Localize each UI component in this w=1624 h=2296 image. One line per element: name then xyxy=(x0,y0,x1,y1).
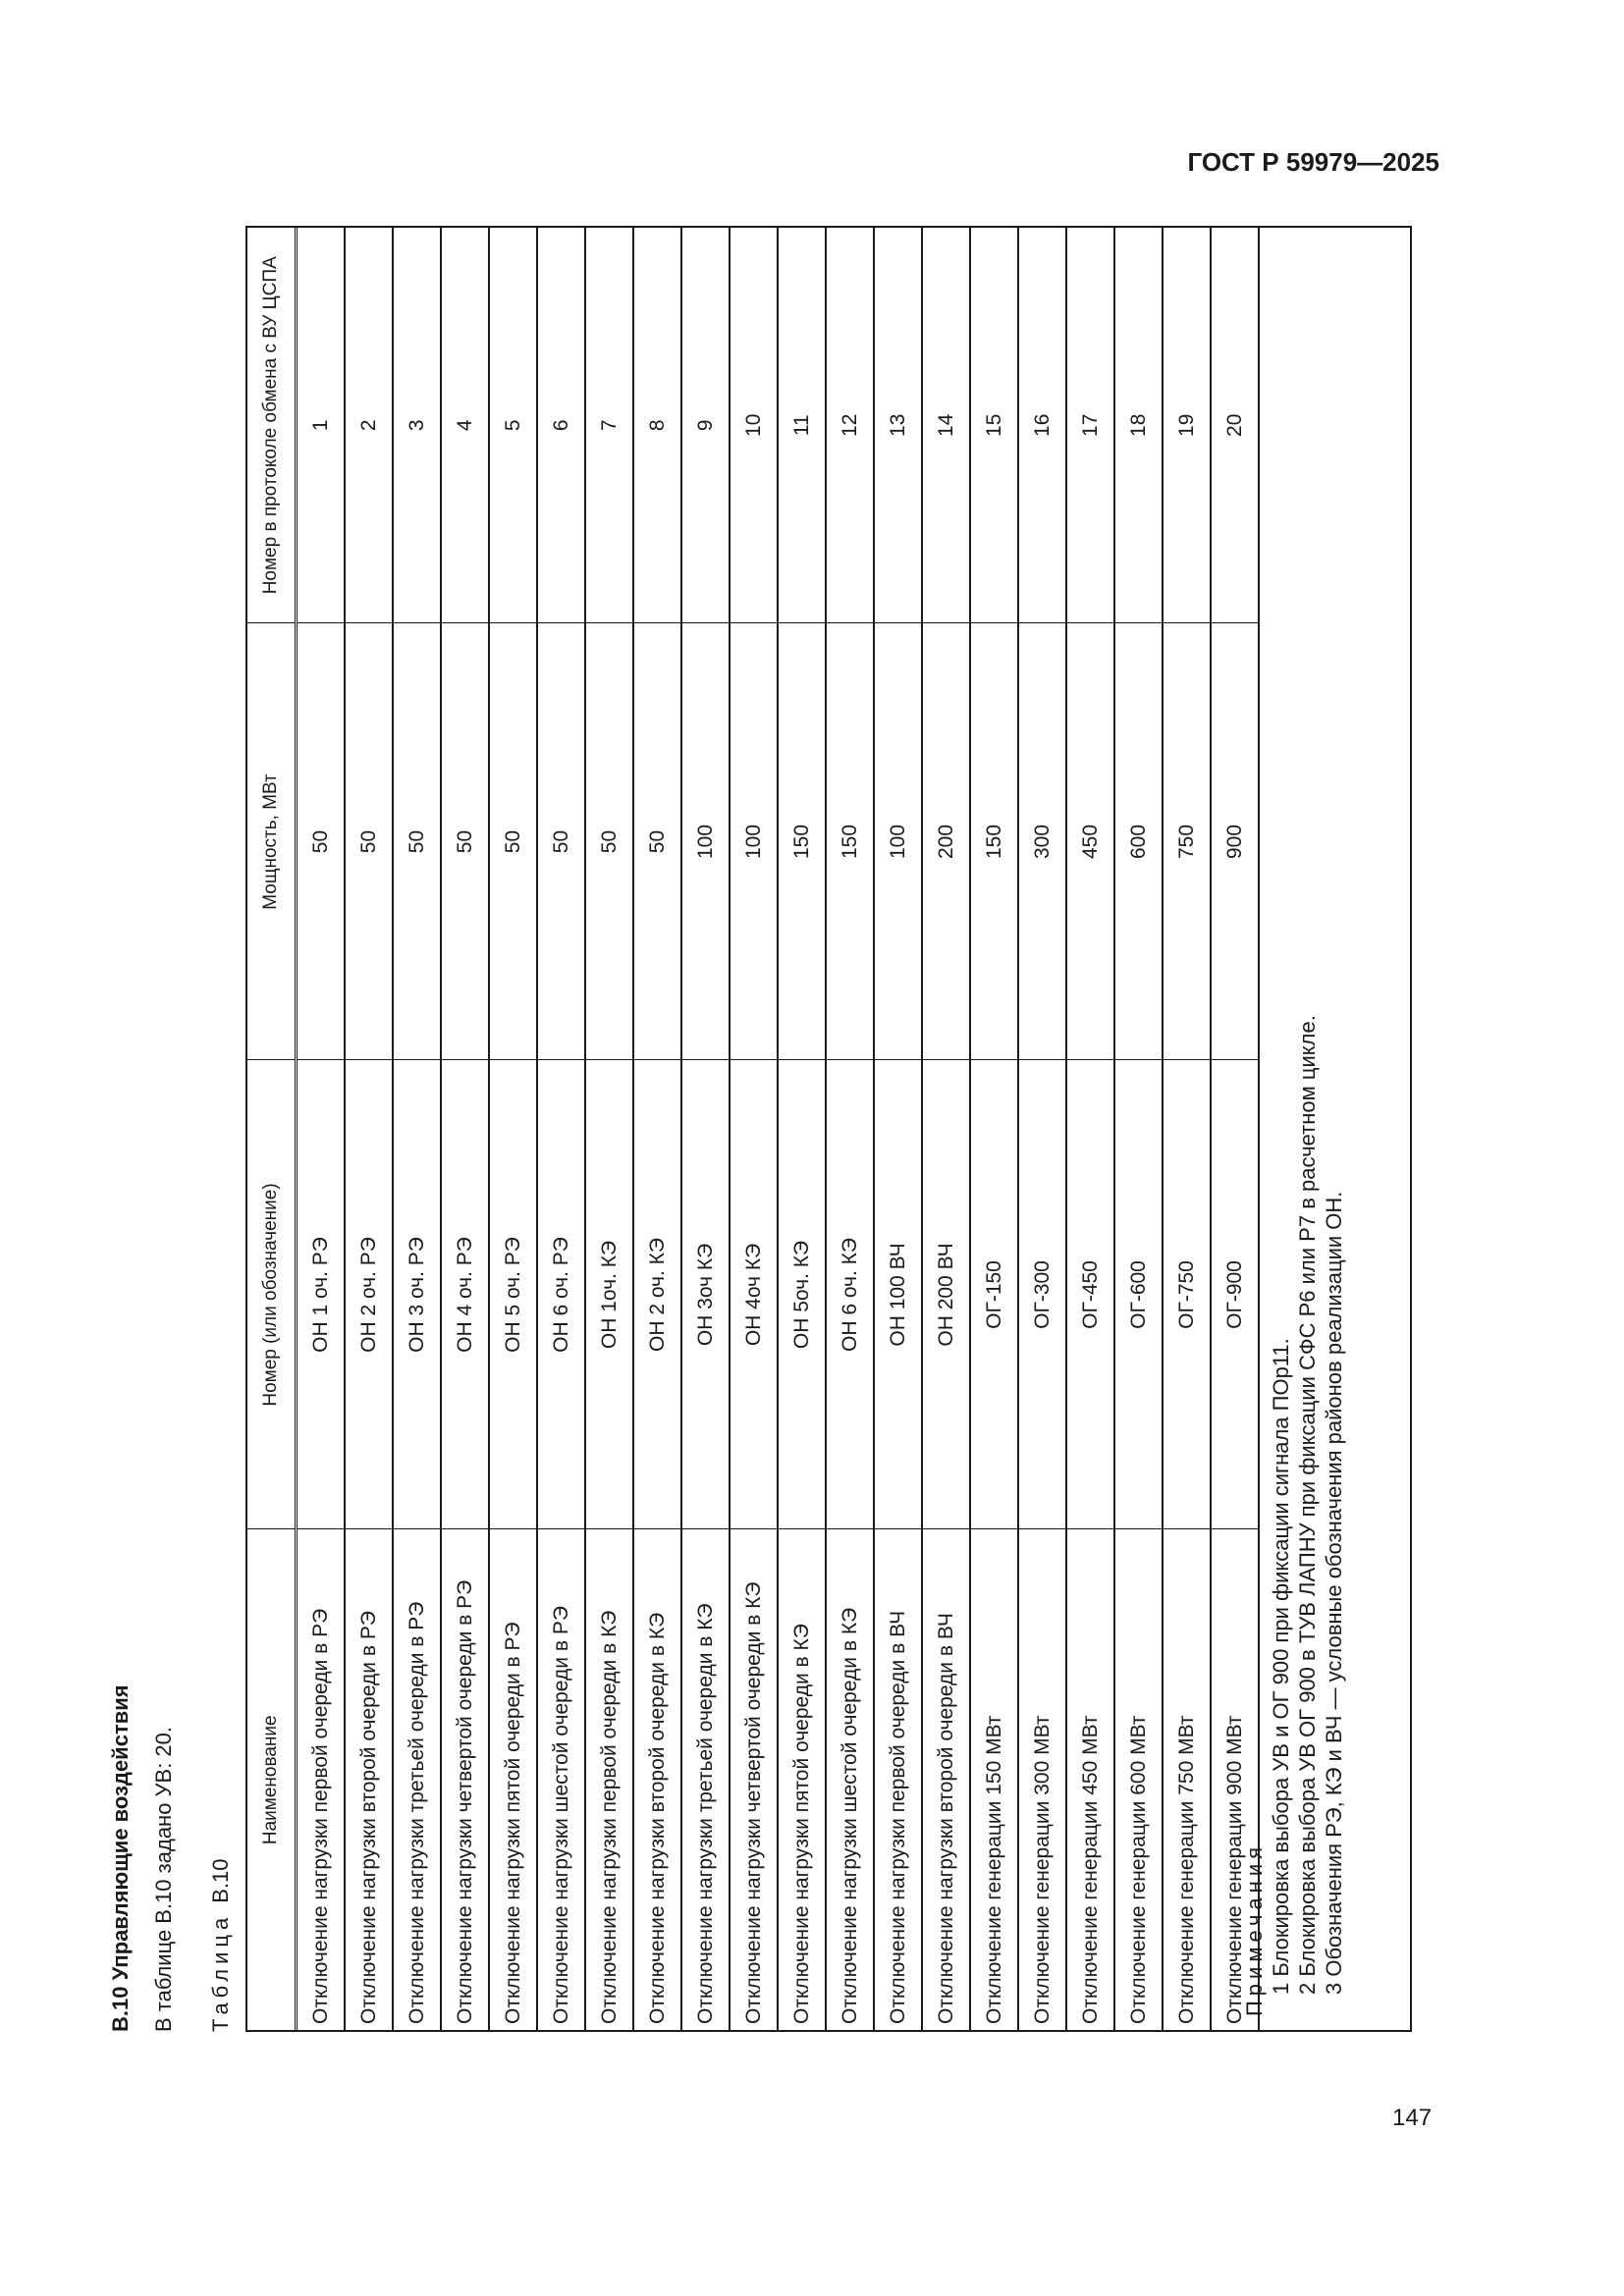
cell-name: Отключение нагрузки пятой очереди в РЭ xyxy=(489,1529,537,2030)
cell-designation: ОН 5 оч. РЭ xyxy=(489,1060,537,1529)
table-row xyxy=(778,228,826,2030)
table-frame xyxy=(245,226,1412,2032)
cell-protocol-number: 14 xyxy=(922,228,970,623)
cell-name: Отключение нагрузки третьей очереди в КЭ xyxy=(681,1529,730,2030)
cell-name: Отключение нагрузки четвертой очереди в РЭ xyxy=(441,1529,489,2030)
table-row xyxy=(441,228,489,2030)
cell-power: 150 xyxy=(826,623,874,1060)
cell-name: Отключение генерации 450 МВт xyxy=(1066,1529,1114,2030)
cell-protocol-number: 20 xyxy=(1211,228,1259,623)
cell-power: 50 xyxy=(297,623,346,1060)
cell-protocol-number: 5 xyxy=(489,228,537,623)
cell-name: Отключение нагрузки шестой очереди в РЭ xyxy=(537,1529,585,2030)
cell-protocol-number: 8 xyxy=(633,228,681,623)
cell-name: Отключение генерации 600 МВт xyxy=(1114,1529,1163,2030)
cell-name: Отключение нагрузки пятой очереди в КЭ xyxy=(778,1529,826,2030)
cell-protocol-number: 6 xyxy=(537,228,585,623)
cell-name: Отключение нагрузки второй очереди в ВЧ xyxy=(922,1529,970,2030)
column-header-protocol-number: Номер в протоколе обмена с ВУ ЦСПА xyxy=(247,228,297,623)
cell-power: 100 xyxy=(681,623,730,1060)
cell-protocol-number: 19 xyxy=(1163,228,1211,623)
cell-power: 300 xyxy=(1018,623,1066,1060)
cell-designation: ОН 3 оч. РЭ xyxy=(393,1060,441,1529)
cell-designation: ОН 1оч. КЭ xyxy=(585,1060,633,1529)
cell-protocol-number: 16 xyxy=(1018,228,1066,623)
cell-name: Отключение нагрузки третьей очереди в РЭ xyxy=(393,1529,441,2030)
cell-protocol-number: 1 xyxy=(297,228,346,623)
cell-power: 50 xyxy=(537,623,585,1060)
cell-designation: ОГ-900 xyxy=(1211,1060,1259,1529)
cell-designation: ОГ-150 xyxy=(970,1060,1018,1529)
table-row xyxy=(1018,228,1066,2030)
cell-name: Отключение нагрузки шестой очереди в КЭ xyxy=(826,1529,874,2030)
cell-name: Отключение нагрузки второй очереди в КЭ xyxy=(633,1529,681,2030)
column-header-power: Мощность, МВт xyxy=(247,623,297,1060)
table-notes xyxy=(1241,1015,1347,2016)
table-row xyxy=(1163,228,1211,2030)
table-row xyxy=(633,228,681,2030)
cell-designation: ОН 5оч. КЭ xyxy=(778,1060,826,1529)
cell-designation: ОН 3оч КЭ xyxy=(681,1060,730,1529)
cell-designation: ОН 4оч КЭ xyxy=(730,1060,778,1529)
cell-power: 100 xyxy=(874,623,922,1060)
section-intro: В таблице В.10 задано УВ: 20. xyxy=(151,1726,176,2032)
table-row xyxy=(489,228,537,2030)
table-row xyxy=(874,228,922,2030)
cell-designation: ОН 6 оч. КЭ xyxy=(826,1060,874,1529)
cell-power: 200 xyxy=(922,623,970,1060)
cell-name: Отключение нагрузки первой очереди в РЭ xyxy=(297,1529,346,2030)
cell-designation: ОГ-600 xyxy=(1114,1060,1163,1529)
rotated-page-content xyxy=(108,216,1414,2032)
notes-title: Примечания xyxy=(1242,1842,1267,2016)
cell-protocol-number: 3 xyxy=(393,228,441,623)
cell-designation: ОН 2 оч. КЭ xyxy=(633,1060,681,1529)
cell-power: 50 xyxy=(441,623,489,1060)
cell-name: Отключение нагрузки первой очереди в КЭ xyxy=(585,1529,633,2030)
cell-designation: ОГ-450 xyxy=(1066,1060,1114,1529)
cell-protocol-number: 12 xyxy=(826,228,874,623)
table-row xyxy=(297,228,346,2030)
cell-protocol-number: 7 xyxy=(585,228,633,623)
table-row xyxy=(393,228,441,2030)
table-caption xyxy=(208,1858,234,2032)
cell-protocol-number: 11 xyxy=(778,228,826,623)
note-item: 1 Блокировка выбора УВ и ОГ 900 при фиксации сигнала ПОр11. xyxy=(1269,1338,1293,1995)
cell-name: Отключение нагрузки второй очереди в РЭ xyxy=(345,1529,393,2030)
table-row xyxy=(537,228,585,2030)
cell-power: 600 xyxy=(1114,623,1163,1060)
cell-designation: ОН 6 оч. РЭ xyxy=(537,1060,585,1529)
cell-designation: ОН 1 оч. РЭ xyxy=(297,1060,346,1529)
cell-name: Отключение нагрузки первой очереди в ВЧ xyxy=(874,1529,922,2030)
cell-designation: ОН 4 оч. РЭ xyxy=(441,1060,489,1529)
table-row xyxy=(970,228,1018,2030)
standard-code: ГОСТ Р 59979—2025 xyxy=(1187,147,1439,177)
cell-designation: ОГ-750 xyxy=(1163,1060,1211,1529)
cell-name: Отключение генерации 750 МВт xyxy=(1163,1529,1211,2030)
cell-power: 150 xyxy=(778,623,826,1060)
cell-designation: ОН 100 ВЧ xyxy=(874,1060,922,1529)
cell-protocol-number: 15 xyxy=(970,228,1018,623)
table-row xyxy=(826,228,874,2030)
cell-designation: ОН 200 ВЧ xyxy=(922,1060,970,1529)
table-caption-word: Таблица xyxy=(208,1912,233,2032)
cell-power: 750 xyxy=(1163,623,1211,1060)
cell-protocol-number: 13 xyxy=(874,228,922,623)
cell-designation: ОН 2 оч. РЭ xyxy=(345,1060,393,1529)
table-row xyxy=(730,228,778,2030)
data-table xyxy=(247,228,1260,2030)
table-row xyxy=(922,228,970,2030)
cell-name: Отключение нагрузки четвертой очереди в КЭ xyxy=(730,1529,778,2030)
note-item: 2 Блокировка выбора УВ ОГ 900 в ТУВ ЛАПНУ при фиксации СФС Р6 или Р7 в расчетном цикле. xyxy=(1295,1015,1320,1995)
table-caption-number: В.10 xyxy=(208,1858,233,1903)
table-row xyxy=(1066,228,1114,2030)
table-header-row xyxy=(247,228,297,2030)
cell-power: 150 xyxy=(970,623,1018,1060)
cell-power: 50 xyxy=(585,623,633,1060)
cell-protocol-number: 18 xyxy=(1114,228,1163,623)
column-header-designation: Номер (или обозначение) xyxy=(247,1060,297,1529)
cell-protocol-number: 10 xyxy=(730,228,778,623)
note-item: 3 Обозначения РЭ, КЭ и ВЧ — условные обозначения районов реализации ОН. xyxy=(1322,1191,1346,1995)
cell-protocol-number: 17 xyxy=(1066,228,1114,623)
table-row xyxy=(585,228,633,2030)
cell-power: 100 xyxy=(730,623,778,1060)
page-number: 147 xyxy=(1392,2105,1433,2131)
cell-name: Отключение генерации 900 МВт xyxy=(1211,1529,1259,2030)
cell-power: 50 xyxy=(633,623,681,1060)
cell-power: 50 xyxy=(489,623,537,1060)
cell-power: 50 xyxy=(345,623,393,1060)
cell-protocol-number: 2 xyxy=(345,228,393,623)
cell-protocol-number: 4 xyxy=(441,228,489,623)
table-row xyxy=(345,228,393,2030)
table-row xyxy=(1114,228,1163,2030)
cell-power: 450 xyxy=(1066,623,1114,1060)
cell-protocol-number: 9 xyxy=(681,228,730,623)
column-header-name: Наименование xyxy=(247,1529,297,2030)
cell-power: 50 xyxy=(393,623,441,1060)
section-heading: В.10 Управляющие воздействия xyxy=(108,1684,133,2032)
cell-name: Отключение генерации 300 МВт xyxy=(1018,1529,1066,2030)
cell-name: Отключение генерации 150 МВт xyxy=(970,1529,1018,2030)
cell-power: 900 xyxy=(1211,623,1259,1060)
cell-designation: ОГ-300 xyxy=(1018,1060,1066,1529)
table-row xyxy=(681,228,730,2030)
